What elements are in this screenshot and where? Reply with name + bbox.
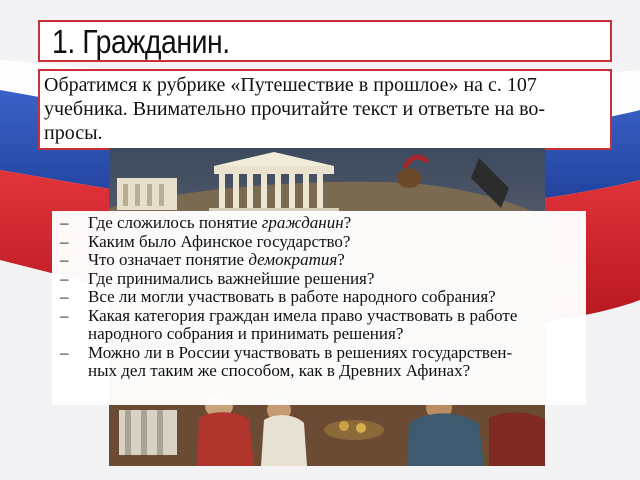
question-text: народного собрания и принимать решения? — [88, 324, 404, 343]
question-item — [60, 288, 586, 307]
question-line — [88, 325, 586, 344]
question-text: Где принимались важнейшие решения? — [88, 268, 375, 288]
question-text: Какая категория граждан имела право участвовать в работе — [88, 305, 518, 325]
intro-box — [38, 69, 612, 150]
question-item — [60, 270, 586, 289]
bullet-dash: – — [60, 268, 69, 288]
question-line — [88, 251, 586, 270]
question-term: демократия — [248, 250, 338, 269]
questions-box — [52, 211, 586, 405]
bullet-dash: – — [60, 213, 69, 232]
bullet-dash: – — [60, 287, 69, 306]
intro-line: просы. — [44, 122, 103, 144]
bullet-dash: – — [60, 231, 69, 251]
title-box — [38, 20, 612, 62]
intro-line: учебника. Внимательно прочитайте текст и ответьте на во- — [44, 98, 546, 120]
question-text: Где сложилось понятие — [88, 213, 262, 232]
question-item — [60, 214, 586, 233]
question-punct: ? — [337, 250, 345, 269]
intro-text — [44, 73, 608, 145]
questions-list — [52, 211, 586, 381]
bullet-dash: – — [60, 250, 69, 269]
question-text: Что означает понятие — [88, 250, 249, 269]
question-text: Можно ли в России участвовать в решениях государствен- — [88, 342, 513, 362]
question-text: ных дел таким же способом, как в Древних Афинах? — [88, 361, 471, 380]
bullet-dash: – — [60, 305, 69, 325]
question-item — [60, 233, 586, 252]
question-line — [88, 362, 586, 381]
question-item — [60, 251, 586, 270]
question-line — [88, 288, 586, 307]
question-term: гражданин — [261, 213, 344, 232]
question-item — [60, 307, 586, 344]
question-line — [88, 270, 586, 289]
question-punct: ? — [343, 213, 352, 232]
question-item — [60, 344, 586, 381]
question-line — [88, 344, 586, 363]
question-line — [88, 214, 586, 233]
question-text: Каким было Афинское государство? — [88, 231, 351, 251]
bullet-dash: – — [60, 342, 69, 362]
question-text: Все ли могли участвовать в работе народного собрания? — [88, 287, 496, 306]
slide-title: 1. Гражданин. — [52, 23, 230, 60]
question-line — [88, 233, 586, 252]
question-line — [88, 307, 586, 326]
intro-line: Обратимся к рубрике «Путешествие в прошлое» на с. 107 — [44, 74, 537, 96]
